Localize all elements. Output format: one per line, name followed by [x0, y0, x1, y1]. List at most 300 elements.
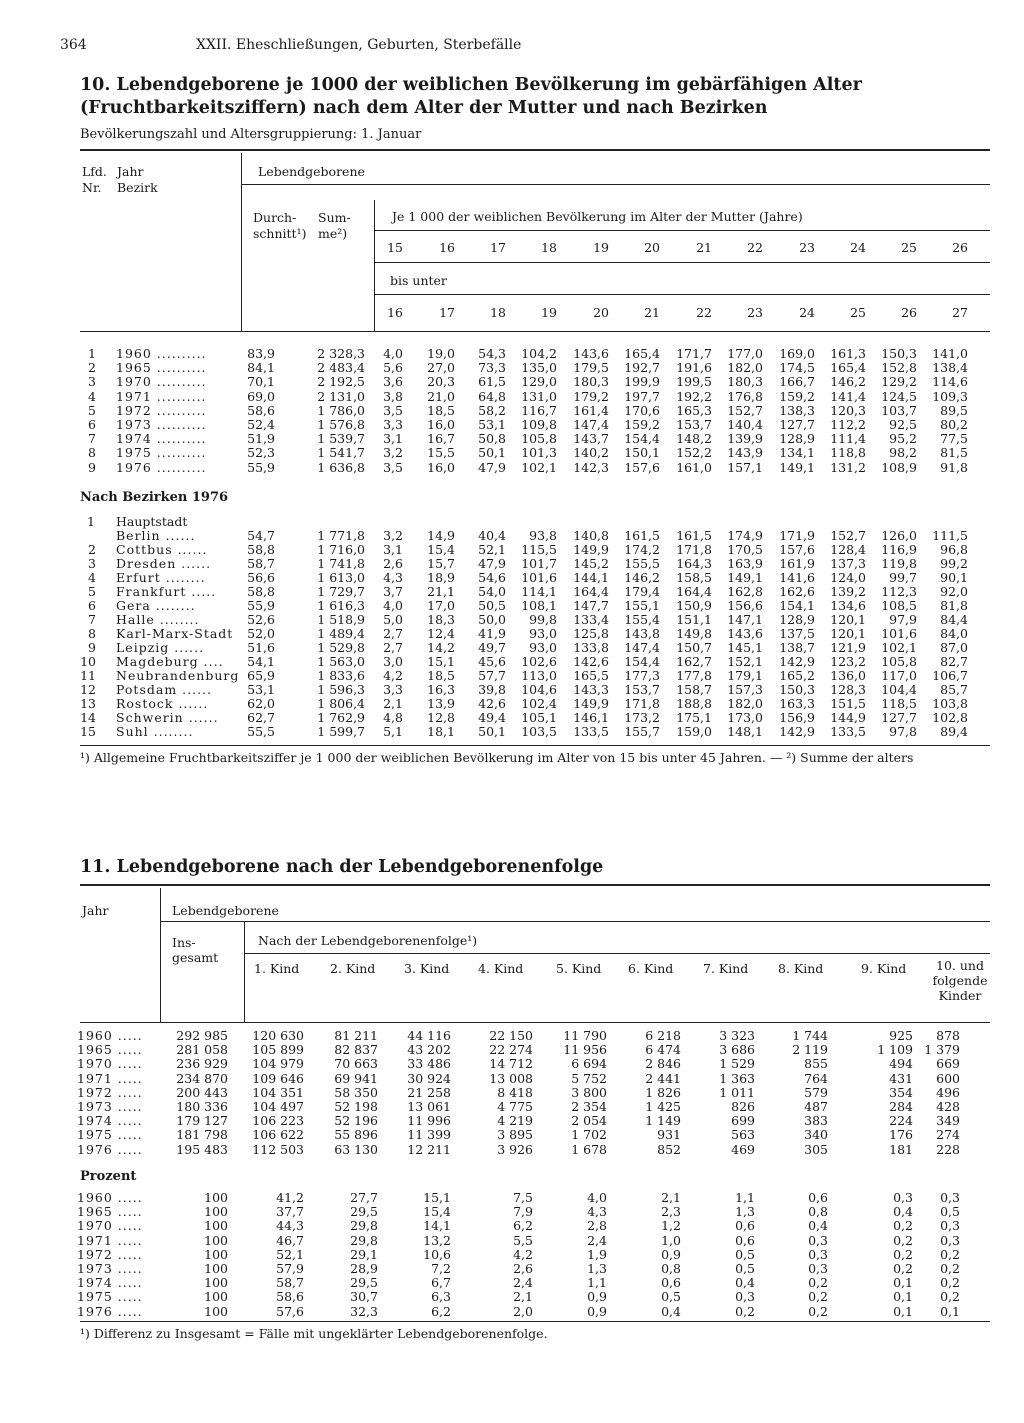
- row-avg: 58,8: [247, 542, 275, 557]
- row-value: 2 846: [645, 1056, 681, 1072]
- row-value: 0,6: [735, 1218, 755, 1234]
- row-value: 10,6: [423, 1246, 451, 1262]
- row-value: 81,8: [940, 598, 968, 613]
- row-value: 140,8: [573, 528, 609, 543]
- row-value: 2,6: [513, 1261, 533, 1276]
- row-value: 8 418: [497, 1084, 533, 1100]
- row-value: 50,5: [478, 598, 506, 613]
- row-label: Neubrandenburg: [116, 668, 240, 683]
- row-value: 120 630: [252, 1028, 304, 1043]
- row-value: 179,1: [727, 668, 763, 683]
- kind-header: 1. Kind: [254, 961, 300, 976]
- row-sum: 2 483,4: [317, 360, 365, 376]
- kind-header: 2. Kind: [330, 961, 376, 976]
- head-sum: Sum-: [318, 210, 351, 225]
- row-value: 27,7: [350, 1190, 378, 1205]
- row-label: Schwerin ......: [116, 710, 219, 725]
- table10-title-line1: 10. Lebendgeborene je 1000 der weiblichen Bevölkerung im gebärfähigen Alter: [80, 75, 862, 95]
- row-value: 0,2: [940, 1289, 960, 1305]
- age-from-label: 20: [644, 240, 660, 255]
- table10-subtitle: Bevölkerungszahl und Altersgruppierung: 1. Januar: [80, 127, 422, 142]
- row-value: 112,2: [830, 417, 866, 432]
- row-value: 146,2: [830, 374, 866, 390]
- row-value: 141,6: [779, 570, 815, 585]
- row-avg: 70,1: [247, 374, 275, 390]
- row-value: 106,7: [932, 668, 968, 683]
- row-value: 49,7: [478, 640, 506, 655]
- row-sum: 1 596,3: [317, 682, 365, 697]
- row-avg: 69,0: [247, 388, 275, 404]
- row-value: 174,2: [624, 542, 660, 557]
- row-label: 1973 .....: [77, 1261, 143, 1276]
- row-value: 4 775: [497, 1099, 533, 1114]
- row-label: 1974 .....: [77, 1275, 143, 1291]
- row-value: 281 058: [176, 1042, 228, 1058]
- row-value: 0,2: [893, 1218, 913, 1234]
- row-value: 0,5: [735, 1261, 755, 1276]
- age-to-label: 25: [850, 305, 866, 320]
- row-value: 155,1: [624, 598, 660, 613]
- row-value: 97,8: [889, 724, 917, 739]
- row-value: 22 150: [489, 1028, 533, 1043]
- row-value: 0,4: [893, 1204, 913, 1220]
- row-value: 43 202: [407, 1042, 451, 1058]
- row-value: 4 219: [497, 1113, 533, 1129]
- row-value: 4,0: [383, 598, 403, 613]
- row-nr: 13: [80, 696, 96, 711]
- row-value: 2,1: [383, 696, 403, 711]
- row-value: 108,5: [881, 598, 917, 613]
- row-value: 104,2: [521, 346, 557, 361]
- row-value: 0,2: [893, 1246, 913, 1262]
- row-value: 157,3: [727, 682, 763, 697]
- row-value: 28,9: [350, 1261, 378, 1276]
- row-value: 3,5: [383, 402, 403, 418]
- row-value: 102,8: [932, 710, 968, 725]
- row-value: 1 826: [645, 1084, 681, 1100]
- row-value: 39,8: [478, 682, 506, 697]
- row-value: 1,9: [587, 1246, 607, 1262]
- row-value: 20,3: [427, 374, 455, 390]
- row-value: 58,6: [276, 1289, 304, 1305]
- row-value: 108,1: [521, 598, 557, 613]
- row-value: 0,2: [735, 1303, 755, 1319]
- row-value: 236 929: [176, 1056, 228, 1072]
- row-value: 140,4: [727, 417, 763, 432]
- t11-head-vline-2: [244, 922, 245, 1022]
- table10-top-rule: [80, 149, 990, 151]
- row-value: 579: [804, 1084, 828, 1100]
- row-value: 0,4: [735, 1275, 755, 1291]
- row-value: 2 354: [571, 1099, 607, 1114]
- age-to-label: 24: [799, 305, 815, 320]
- row-value: 81 211: [334, 1028, 378, 1043]
- row-value: 95,2: [889, 431, 917, 447]
- row-value: 52,1: [276, 1246, 304, 1262]
- row-value: 135,0: [521, 360, 557, 376]
- row-value: 3,0: [383, 654, 403, 669]
- row-value: 14 712: [489, 1056, 533, 1072]
- row-value: 133,8: [573, 640, 609, 655]
- row-value: 126,0: [881, 528, 917, 543]
- row-value: 149,9: [573, 542, 609, 557]
- row-value: 121,9: [830, 640, 866, 655]
- head-je: Je 1 000 der weiblichen Bevölkerung im Alter der Mutter (Jahre): [392, 209, 803, 224]
- row-value: 0,3: [808, 1232, 828, 1248]
- row-value: 137,3: [830, 556, 866, 571]
- t11-head-nach: Nach der Lebendgeborenenfolge¹): [258, 933, 478, 948]
- row-value: 157,1: [727, 459, 763, 475]
- row-value: 5,1: [383, 724, 403, 739]
- row-value: 15,7: [427, 556, 455, 571]
- row-value: 13,2: [423, 1232, 451, 1248]
- row-value: 144,1: [573, 570, 609, 585]
- row-value: 163,9: [727, 556, 763, 571]
- row-value: 156,6: [727, 598, 763, 613]
- row-value: 1 702: [571, 1127, 607, 1143]
- row-value: 3,7: [383, 584, 403, 599]
- row-value: 146,2: [624, 570, 660, 585]
- row-value: 131,0: [521, 388, 557, 404]
- row-value: 1,1: [735, 1190, 755, 1205]
- row-nr: 4: [88, 388, 96, 404]
- row-value: 16,7: [427, 431, 455, 447]
- row-value: 128,4: [830, 542, 866, 557]
- row-sum: 2 131,0: [317, 388, 365, 404]
- row-label: Suhl ........: [116, 724, 194, 739]
- row-value: 118,8: [830, 445, 866, 461]
- row-value: 600: [936, 1070, 960, 1086]
- row-value: 93,8: [529, 528, 557, 543]
- row-value: 120,1: [830, 626, 866, 641]
- row-value: 0,1: [893, 1303, 913, 1319]
- row-value: 173,2: [624, 710, 660, 725]
- row-value: 2,7: [383, 626, 403, 641]
- row-value: 127,7: [881, 710, 917, 725]
- row-value: 164,4: [676, 584, 712, 599]
- row-value: 157,6: [779, 542, 815, 557]
- row-value: 57,9: [276, 1261, 304, 1276]
- row-value: 15,1: [423, 1190, 451, 1205]
- row-value: 19,0: [427, 346, 455, 361]
- row-value: 101,3: [521, 445, 557, 461]
- row-label: 1960 .....: [77, 1028, 143, 1043]
- age-from-label: 16: [439, 240, 455, 255]
- t11-head-ins: Ins-: [172, 935, 196, 950]
- row-value: 157,6: [624, 459, 660, 475]
- row-value: 14,1: [423, 1218, 451, 1234]
- row-value: 46,7: [276, 1232, 304, 1248]
- row-avg: 54,1: [247, 654, 275, 669]
- row-value: 41,9: [478, 626, 506, 641]
- row-value: 124,5: [881, 388, 917, 404]
- row-label: 1965 .....: [77, 1042, 143, 1058]
- row-value: 14,9: [427, 528, 455, 543]
- row-label: 1972 ..........: [116, 402, 207, 418]
- row-value: 84,4: [940, 612, 968, 627]
- row-value: 147,4: [573, 417, 609, 432]
- row-value: 148,2: [676, 431, 712, 447]
- row-value: 173,0: [727, 710, 763, 725]
- row-value: 171,8: [624, 696, 660, 711]
- row-value: 192,7: [624, 360, 660, 376]
- row-value: 349: [936, 1113, 960, 1129]
- row-nr: 14: [80, 710, 96, 725]
- row-value: 128,9: [779, 612, 815, 627]
- row-value: 81,5: [940, 445, 968, 461]
- row-value: 116,7: [521, 402, 557, 418]
- row-value: 150,9: [676, 598, 712, 613]
- row-value: 136,0: [830, 668, 866, 683]
- row-value: 22 274: [489, 1042, 533, 1058]
- row-value: 18,9: [427, 570, 455, 585]
- row-value: 137,5: [779, 626, 815, 641]
- row-value: 0,6: [661, 1275, 681, 1291]
- row-value: 104,6: [521, 682, 557, 697]
- row-value: 340: [804, 1127, 828, 1143]
- row-value: 1 529: [719, 1056, 755, 1072]
- row-value: 142,9: [779, 724, 815, 739]
- row-value: 159,0: [676, 724, 712, 739]
- row-value: 101,6: [881, 626, 917, 641]
- row-value: 826: [731, 1099, 755, 1114]
- row-sum: 1 771,8: [317, 528, 365, 543]
- row-value: 6 218: [645, 1028, 681, 1043]
- row-value: 878: [936, 1028, 960, 1043]
- row-value: 50,0: [478, 612, 506, 627]
- row-value: 138,4: [932, 360, 968, 376]
- row-value: 44 116: [407, 1028, 451, 1043]
- row-value: 139,9: [727, 431, 763, 447]
- row-value: 1,3: [587, 1261, 607, 1276]
- row-value: 228: [936, 1141, 960, 1157]
- row-value: 108,9: [881, 459, 917, 475]
- row-value: 165,3: [676, 402, 712, 418]
- age-from-label: 26: [952, 240, 968, 255]
- row-value: 0,3: [940, 1190, 960, 1205]
- row-label: Leipzig ......: [116, 640, 205, 655]
- row-value: 82,7: [940, 654, 968, 669]
- table10-title-line2: (Fruchtbarkeitsziffern) nach dem Alter der Mutter und nach Bezirken: [80, 98, 768, 118]
- row-value: 151,5: [830, 696, 866, 711]
- row-avg: 84,1: [247, 360, 275, 376]
- row-value: 4,2: [513, 1246, 533, 1262]
- row-value: 161,9: [779, 556, 815, 571]
- row-value: 171,9: [779, 528, 815, 543]
- age-to-label: 19: [541, 305, 557, 320]
- t11-last-header: [928, 958, 992, 1003]
- row-avg: 51,6: [247, 640, 275, 655]
- kind-header: 5. Kind: [556, 961, 602, 976]
- kind-header: 7. Kind: [703, 961, 749, 976]
- row-sum: 1 806,4: [317, 696, 365, 711]
- row-value: 133,5: [830, 724, 866, 739]
- row-sum: 1 636,8: [317, 459, 365, 475]
- row-value: 106 223: [252, 1113, 304, 1129]
- row-value: 155,5: [624, 556, 660, 571]
- row-label: 1960 ..........: [116, 346, 207, 361]
- row-value: 3,2: [383, 528, 403, 543]
- row-label: Magdeburg ....: [116, 654, 224, 669]
- row-avg: 58,6: [247, 402, 275, 418]
- row-value: 54,3: [478, 346, 506, 361]
- head-bottom-rule: [80, 331, 990, 332]
- row-value: 3,5: [383, 459, 403, 475]
- row-avg: 65,9: [247, 668, 275, 683]
- head-vline: [241, 153, 242, 331]
- row-value: 105,8: [881, 654, 917, 669]
- row-value: 47,9: [478, 556, 506, 571]
- row-value: 112,3: [881, 584, 917, 599]
- row-nr: 1: [88, 346, 96, 361]
- row-sum: 1 729,7: [317, 584, 365, 599]
- row-value: 0,1: [893, 1275, 913, 1291]
- row-value: 123,2: [830, 654, 866, 669]
- row-value: 163,3: [779, 696, 815, 711]
- row-value: 699: [731, 1113, 755, 1129]
- row-label: Dresden ......: [116, 556, 212, 571]
- row-value: 0,6: [735, 1232, 755, 1248]
- row-value: 104 351: [252, 1084, 304, 1100]
- row-value: 41,2: [276, 1190, 304, 1205]
- row-value: 12,8: [427, 710, 455, 725]
- row-value: 0,6: [808, 1190, 828, 1205]
- row-value: 3,6: [383, 374, 403, 390]
- row-value: 101,6: [521, 570, 557, 585]
- row-value: 90,1: [940, 570, 968, 585]
- row-label: 1976 .....: [77, 1303, 143, 1319]
- row-value: 102,6: [521, 654, 557, 669]
- row-value: 158,7: [676, 682, 712, 697]
- row-value: 152,7: [830, 528, 866, 543]
- row-value: 2,1: [513, 1289, 533, 1305]
- row-value: 117,0: [881, 668, 917, 683]
- bezirk1-nr: 1: [87, 514, 95, 529]
- row-label: Rostock ......: [116, 696, 209, 711]
- age-to-label: 26: [901, 305, 917, 320]
- row-value: 155,4: [624, 612, 660, 627]
- row-value: 40,4: [478, 528, 506, 543]
- row-value: 4,3: [587, 1204, 607, 1220]
- row-nr: 12: [80, 682, 96, 697]
- row-value: 154,1: [779, 598, 815, 613]
- row-value: 3,8: [383, 388, 403, 404]
- row-value: 91,8: [940, 459, 968, 475]
- row-value: 37,7: [276, 1204, 304, 1220]
- row-value: 354: [889, 1084, 913, 1100]
- age-from-label: 23: [799, 240, 815, 255]
- row-value: 50,1: [478, 445, 506, 461]
- t11-head-jahr: Jahr: [82, 903, 109, 918]
- bezirk1-line1: Hauptstadt: [116, 514, 188, 529]
- row-value: 15,4: [423, 1204, 451, 1220]
- row-value: 7,5: [513, 1190, 533, 1205]
- row-value: 98,2: [889, 445, 917, 461]
- row-value: 3 323: [719, 1028, 755, 1043]
- row-value: 69 941: [334, 1070, 378, 1086]
- row-value: 138,3: [779, 402, 815, 418]
- row-value: 200 443: [176, 1084, 228, 1100]
- row-value: 164,4: [573, 584, 609, 599]
- row-value: 55 896: [334, 1127, 378, 1143]
- row-value: 1 744: [792, 1028, 828, 1043]
- row-value: 0,4: [661, 1303, 681, 1319]
- row-value: 179,2: [573, 388, 609, 404]
- row-value: 29,5: [350, 1275, 378, 1291]
- row-avg: 56,6: [247, 570, 275, 585]
- row-value: 142,9: [779, 654, 815, 669]
- row-value: 115,5: [521, 542, 557, 557]
- row-value: 63 130: [334, 1141, 378, 1157]
- row-value: 3 895: [497, 1127, 533, 1143]
- row-value: 140,2: [573, 445, 609, 461]
- row-value: 58,2: [478, 402, 506, 418]
- row-value: 125,8: [573, 626, 609, 641]
- row-value: 149,9: [573, 696, 609, 711]
- row-value: 18,3: [427, 612, 455, 627]
- head-lfd: Lfd.: [82, 164, 107, 179]
- row-label: 1973 ..........: [116, 417, 207, 432]
- row-value: 159,2: [779, 388, 815, 404]
- row-value: 149,1: [727, 570, 763, 585]
- row-value: 84,0: [940, 626, 968, 641]
- table11-top-rule: [80, 884, 990, 886]
- row-value: 1 379: [924, 1042, 960, 1058]
- row-value: 58 350: [334, 1084, 378, 1100]
- row-value: 154,4: [624, 431, 660, 447]
- head-durch: Durch-: [253, 210, 297, 225]
- row-value: 14,2: [427, 640, 455, 655]
- row-value: 5,0: [383, 612, 403, 627]
- row-avg: 53,1: [247, 682, 275, 697]
- row-value: 141,0: [932, 346, 968, 361]
- row-value: 150,1: [624, 445, 660, 461]
- row-value: 85,7: [940, 682, 968, 697]
- row-value: 162,7: [676, 654, 712, 669]
- row-sum: 1 518,9: [317, 612, 365, 627]
- row-value: 5 752: [571, 1070, 607, 1086]
- row-nr: 8: [88, 626, 96, 641]
- row-label: 1974 ..........: [116, 431, 207, 447]
- row-label: 1971 ..........: [116, 388, 207, 404]
- row-value: 18,5: [427, 668, 455, 683]
- row-value: 44,3: [276, 1218, 304, 1234]
- row-value: 45,6: [478, 654, 506, 669]
- row-value: 11 956: [563, 1042, 607, 1058]
- row-value: 179,5: [573, 360, 609, 376]
- row-value: 1 425: [645, 1099, 681, 1114]
- row-value: 6,3: [431, 1289, 451, 1305]
- age-to-label: 21: [644, 305, 660, 320]
- row-value: 100: [204, 1218, 228, 1234]
- page-number: 364: [60, 37, 87, 53]
- row-nr: 10: [80, 654, 96, 669]
- row-value: 113,0: [521, 668, 557, 683]
- row-value: 925: [889, 1028, 913, 1043]
- row-value: 103,7: [881, 402, 917, 418]
- row-value: 6 474: [645, 1042, 681, 1058]
- row-value: 119,8: [881, 556, 917, 571]
- row-value: 128,9: [779, 431, 815, 447]
- row-value: 292 985: [176, 1028, 228, 1043]
- row-value: 188,8: [676, 696, 712, 711]
- row-value: 104,4: [881, 682, 917, 697]
- row-value: 563: [731, 1127, 755, 1143]
- row-value: 234 870: [176, 1070, 228, 1086]
- row-value: 165,4: [624, 346, 660, 361]
- row-value: 32,3: [350, 1303, 378, 1319]
- row-value: 3,1: [383, 431, 403, 447]
